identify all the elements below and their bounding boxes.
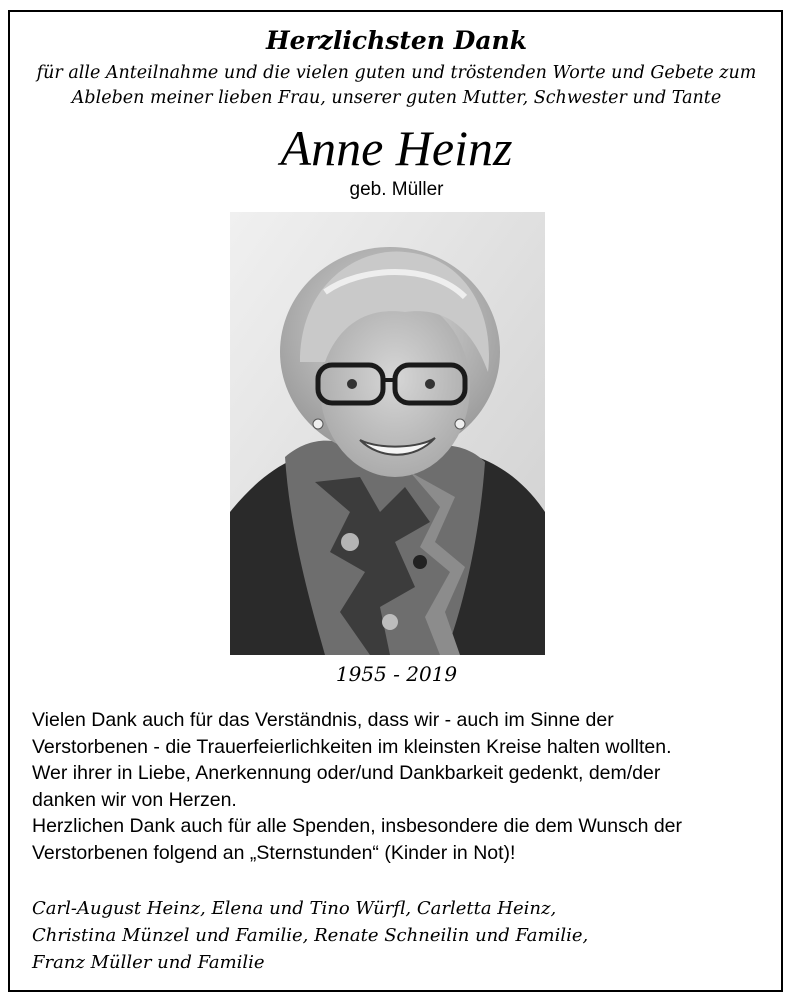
maiden-name: geb. Müller <box>349 179 444 200</box>
message-line: Verstorbenen folgend an „Sternstunden“ (Kinder in Not)! <box>32 841 516 864</box>
headline: Herzlichsten Dank <box>265 26 528 55</box>
message-line: Wer ihrer in Liebe, Anerkennung oder/und Dankbarkeit gedenkt, dem/der <box>32 762 661 784</box>
signer-line: Franz Müller und Familie <box>32 952 265 973</box>
life-years: 1955 - 2019 <box>335 662 458 686</box>
message-line: Vielen Dank auch für das Verständnis, dass wir - auch im Sinne der <box>32 709 614 731</box>
message-line: Verstorbenen - die Trauerfeierlichkeiten im kleinsten Kreise halten wollten. <box>32 735 672 758</box>
signer-line: Carl-August Heinz, Elena und Tino Würfl, Carletta Heinz, <box>32 898 557 919</box>
intro-line: für alle Anteilnahme und die vielen guten und tröstenden Worte und Gebete zum <box>36 63 757 83</box>
intro-line: Ableben meiner lieben Frau, unserer guten Mutter, Schwester und Tante <box>71 88 722 108</box>
signer-line: Christina Münzel und Familie, Renate Schneilin und Familie, <box>32 925 589 946</box>
intro-text <box>0 61 793 111</box>
portrait-photo <box>230 212 545 655</box>
deceased-name: Anne Heinz <box>280 120 513 176</box>
message-line: Herzlichen Dank auch für alle Spenden, insbesondere die dem Wunsch der <box>32 815 683 837</box>
signers <box>32 895 772 976</box>
thanks-message <box>32 707 772 866</box>
message-line: danken wir von Herzen. <box>32 788 237 811</box>
